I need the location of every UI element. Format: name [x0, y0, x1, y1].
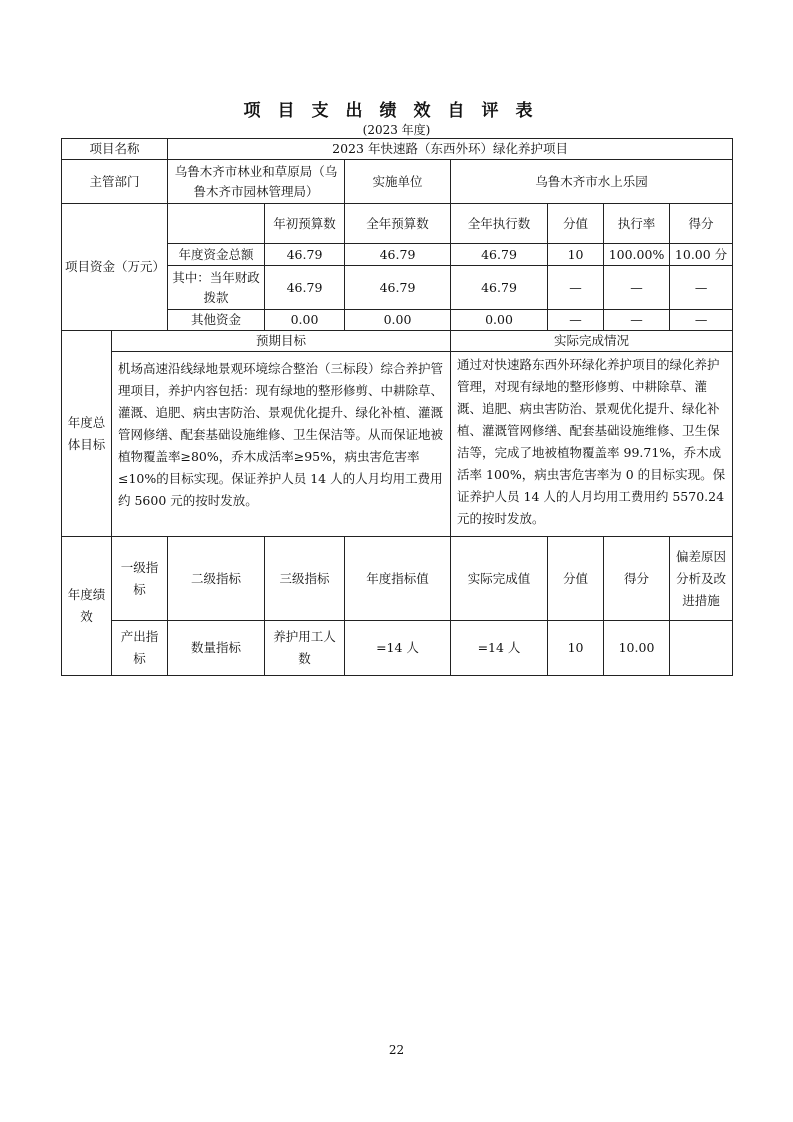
funds-header-score-value: 分值 [548, 204, 604, 244]
funds-row-score-value: 10 [548, 244, 604, 266]
perf-header-deviation: 偏差原因分析及改进措施 [670, 537, 733, 621]
funds-row-score: — [670, 266, 733, 310]
funds-row-score: 10.00 分 [670, 244, 733, 266]
perf-row-score: 10.00 [604, 621, 670, 676]
actual-result-header: 实际完成情况 [451, 331, 733, 352]
perf-row-actual: =14 人 [451, 621, 548, 676]
perf-row-deviation [670, 621, 733, 676]
dept-value: 乌鲁木齐市林业和草原局（乌鲁木齐市园林管理局） [168, 160, 345, 204]
perf-header-actual: 实际完成值 [451, 537, 548, 621]
funds-label: 项目资金（万元） [62, 204, 168, 331]
funds-row-annual: 46.79 [345, 244, 451, 266]
expected-goal-header: 预期目标 [112, 331, 451, 352]
funds-header-blank [168, 204, 265, 244]
goals-label: 年度总体目标 [62, 331, 112, 537]
perf-row-level2: 数量指标 [168, 621, 265, 676]
impl-label: 实施单位 [345, 160, 451, 204]
project-name-label: 项目名称 [62, 139, 168, 160]
project-name-value: 2023 年快速路（东西外环）绿化养护项目 [168, 139, 733, 160]
funds-row-executed: 0.00 [451, 310, 548, 331]
page-number: 22 [388, 1043, 405, 1057]
funds-row-initial: 46.79 [265, 266, 345, 310]
expected-goal-text: 机场高速沿线绿地景观环境综合整治（三标段）综合养护管理项目，养护内容包括：现有绿地的整形修剪、中耕除草、灌溉、追肥、病虫害防治、景观优化提升、绿化补植、灌溉管网修缮、配套基础设施维修、卫生保洁等。从而保证地被植物覆盖率≥80%，乔木成活率≥95%，病虫害危害率≤10%的目标实现。保证养护人员 14 人的人月均用工费用约 5600 元的按时发放。 [112, 352, 451, 537]
performance-label: 年度绩效 [62, 537, 112, 676]
perf-header-score: 得分 [604, 537, 670, 621]
actual-result-text: 通过对快速路东西外环绿化养护项目的绿化养护管理，对现有绿地的整形修剪、中耕除草、灌溉、追肥、病虫害防治、景观优化提升、绿化补植、灌溉管网修缮、配套基础设施维修、卫生保洁等，完成了地被植物覆盖率 99.71%，乔木成活率 100%，病虫害危害率为 0 的目标实现。保证养护人员 14 人的人月均用工费用约 5570.24 元的按时发放。 [451, 352, 733, 537]
funds-row-score: — [670, 310, 733, 331]
funds-header-initial: 年初预算数 [265, 204, 345, 244]
perf-row-level1: 产出指标 [112, 621, 168, 676]
funds-row-label: 其他资金 [168, 310, 265, 331]
perf-row-level3: 养护用工人数 [265, 621, 345, 676]
dept-label: 主管部门 [62, 160, 168, 204]
funds-row-executed: 46.79 [451, 266, 548, 310]
funds-header-annual: 全年预算数 [345, 204, 451, 244]
funds-header-rate: 执行率 [604, 204, 670, 244]
perf-header-level1: 一级指标 [112, 537, 168, 621]
funds-row-label: 其中：当年财政拨款 [168, 266, 265, 310]
funds-header-score: 得分 [670, 204, 733, 244]
performance-row [62, 621, 733, 676]
perf-header-level2: 二级指标 [168, 537, 265, 621]
funds-row-annual: 46.79 [345, 266, 451, 310]
funds-row-initial: 46.79 [265, 244, 345, 266]
funds-row-rate: — [604, 310, 670, 331]
funds-row-score-value: — [548, 310, 604, 331]
year-note: (2023 年度) [362, 123, 431, 137]
funds-row-rate: 100.00% [604, 244, 670, 266]
funds-header-executed: 全年执行数 [451, 204, 548, 244]
perf-header-target: 年度指标值 [345, 537, 451, 621]
funds-row-initial: 0.00 [265, 310, 345, 331]
perf-header-score-value: 分值 [548, 537, 604, 621]
funds-row-executed: 46.79 [451, 244, 548, 266]
funds-row-rate: — [604, 266, 670, 310]
perf-row-score-value: 10 [548, 621, 604, 676]
perf-header-level3: 三级指标 [265, 537, 345, 621]
page-title: 项目支出绩效自评表 [243, 101, 550, 121]
funds-row-score-value: — [548, 266, 604, 310]
impl-value: 乌鲁木齐市水上乐园 [451, 160, 733, 204]
funds-row-annual: 0.00 [345, 310, 451, 331]
perf-row-target: =14 人 [345, 621, 451, 676]
funds-row-label: 年度资金总额 [168, 244, 265, 266]
evaluation-table [61, 138, 733, 676]
